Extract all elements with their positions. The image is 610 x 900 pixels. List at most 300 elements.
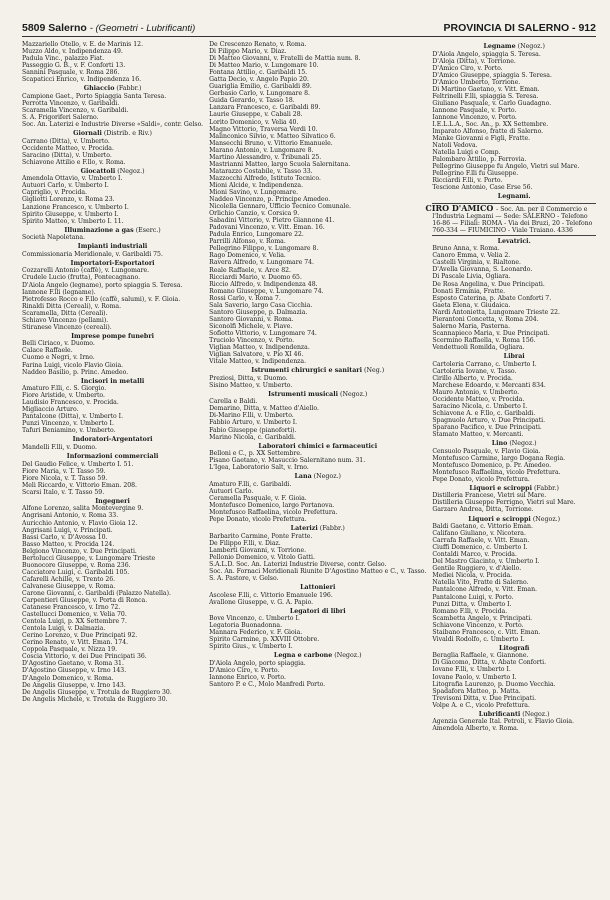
section-heading <box>22 333 203 340</box>
directory-entry: Vitale Matteo, v. Indipendenza. <box>209 358 307 366</box>
directory-entry: Belli Ciriaco, v. Duomo. <box>22 340 95 348</box>
section-heading <box>432 440 596 447</box>
directory-entry: Auricchio Antonio, v. Flavio Gioia 12. <box>22 519 138 527</box>
directory-entry: Contaldi Marco, v. Procida. <box>432 551 517 559</box>
directory-entry: Carella e Baldi. <box>209 398 258 406</box>
directory-entry: Pierantoni Concetta, v. Roma 204. <box>432 315 539 323</box>
section-title: Giornali <box>73 130 102 138</box>
page-header <box>22 22 596 37</box>
directory-entry: Ricciardi F.lli, v. Porto. <box>432 177 503 185</box>
directory-entry: Montefusco Domenico, p. Pr. Amedeo. <box>432 461 552 469</box>
section-qualifier: (Negoz.) <box>311 473 341 481</box>
directory-entry: Bertolucci Giuseppe, v. Lungomare Trieste <box>22 554 156 562</box>
section-heading <box>209 525 426 532</box>
section-heading <box>22 243 203 250</box>
directory-entry: Santoro Giuseppe, p. Dalmazia. <box>209 308 308 316</box>
directory-entry: Natella Vito, Fratte di Salerno. <box>432 579 529 587</box>
directory-entry: Agenzia Generale Ital. Petroli, v. Flavio Gioia. <box>432 718 574 726</box>
section-qualifier: (Fabbr.) <box>317 525 345 533</box>
directory-entry: Avallone Giuseppe, v. G. A. Papio. <box>209 598 314 606</box>
section-heading <box>209 367 426 374</box>
directory-entry: Fiore Maria, v. T. Tasso 59. <box>22 467 106 475</box>
directory-entry: Cerino Renato, v. Vitt. Eman. 174. <box>22 639 129 647</box>
section-heading <box>22 378 203 385</box>
directory-entry: D'Agostino Giuseppe, v. Irno 143. <box>22 667 127 675</box>
directory-entry: D'Amico Ciro, v. Porto. <box>432 64 503 72</box>
section-heading <box>209 584 426 591</box>
directory-entry: Scapaticci Enrico, v. Indipendenza 16. <box>22 76 142 84</box>
directory-entry: Rago Domenico, v. Velia. <box>209 252 286 260</box>
directory-entry: Autuori Carlo. <box>209 487 254 495</box>
directory-entry: Iannone Pasquale, v. Porto. <box>432 106 517 114</box>
directory-entry: Occidente Matteo, v. Procida. <box>22 144 114 152</box>
directory-entry: Scambetta Angelo, v. Principati. <box>432 614 533 622</box>
directory-entry: De Crescenzo Renato, v. Roma. <box>209 41 307 48</box>
directory-entry: Ricciardi Mario, v. Duomo 65. <box>209 273 302 281</box>
directory-entry: Cirillo Alberto, v. Procida. <box>432 374 513 382</box>
directory-entry: Tafuri Beniamino, v. Umberto. <box>22 427 116 435</box>
directory-entry: Donati Erminia, Fratte. <box>432 287 506 295</box>
directory-entry: Stiranese Vincenzo (cereali). <box>22 323 112 331</box>
directory-entry: D'Avella Giovanna, S. Leonardo. <box>432 266 533 274</box>
directory-entry: D'Angelo Domenico, v. Roma. <box>22 674 114 682</box>
directory-entry: Marino Nicola, c. Garibaldi. <box>209 433 296 441</box>
directory-entry: Fabbio Arturo, v. Umberto I. <box>209 419 298 427</box>
directory-entry: Matarazzo Costabile, v. Tasso 33. <box>209 167 313 175</box>
directory-entry: Iannone F.lli (legname). <box>22 288 96 296</box>
directory-entry: Punzi Vincenzo, v. Umberto I. <box>22 420 114 428</box>
directory-entry: Pellegrino F.lli fu Giuseppe. <box>432 170 519 178</box>
directory-entry: Mazzariello Otello, v. E. de Marinis 12. <box>22 41 144 48</box>
directory-entry: Bassi Carlo, v. D'Avossa 10. <box>22 533 108 541</box>
directory-entry: Natella Luigi e Comp. <box>432 149 501 157</box>
section-heading <box>22 436 203 443</box>
directory-entry: Guida Gerardo, v. Tasso 18. <box>209 97 295 105</box>
section-title: Ingegneri <box>95 497 130 505</box>
columns <box>22 41 596 893</box>
section-heading <box>432 645 596 652</box>
directory-entry: Ceramella Pasquale, v. F. Gioia. <box>209 494 307 502</box>
directory-entry: Distilleria Francese, Vietri sul Mare. <box>432 492 547 500</box>
directory-entry: Nicolella Gennaro, Ufficio Tecnico Comunale. <box>209 203 351 211</box>
directory-entry: Cuomo e Negri, v. Irno. <box>22 354 95 362</box>
directory-entry: Sisino Matteo, v. Umberto. <box>209 381 293 389</box>
section-heading <box>432 485 596 492</box>
directory-entry: Padovani Vincenzo, v. Vitt. Eman. 16. <box>209 224 325 232</box>
directory-entry: Santoro P. e C., Molo Manfredi Porto. <box>209 681 326 689</box>
directory-entry: Montefusco Raffaelina, vicolo Prefettura. <box>432 468 561 476</box>
directory-entry: Magno Vittorio, Traversa Verdi 10. <box>209 125 318 133</box>
directory-entry: Belloni e C., p. XX Settembre. <box>209 450 302 458</box>
directory-entry: Belgiono Vincenzo, v. Due Principati. <box>22 547 137 555</box>
directory-entry: Amendola Ottavio, v. Umberto I. <box>22 175 123 183</box>
directory-entry: Scannapieco Maria, v. Due Principati. <box>432 329 550 337</box>
directory-entry: Stamato Matteo, v. Mercanti. <box>432 430 524 438</box>
directory-entry: Demarino, Ditta, v. Matteo d'Aiello. <box>209 405 319 413</box>
directory-entry: Punzi Ditta, v. Umberto I. <box>432 600 512 608</box>
section-heading <box>22 85 203 92</box>
directory-entry: Gigliotti Lorenzo, v. Roma 23. <box>22 196 115 204</box>
directory-entry: Imparato Alfonso, fratte di Salerno. <box>432 128 544 136</box>
directory-entry: Gaeta Elena, v. Giudaica. <box>432 301 511 309</box>
directory-entry: De Angelis Giuseppe, v. Trotula de Ruggiero 30. <box>22 688 172 696</box>
directory-entry: Pantalcone (Ditta), v. Umberto I. <box>22 413 124 421</box>
directory-entry: Volpe A. e C., vicolo Prefettura. <box>432 701 530 709</box>
directory-entry: Lamberti Giovanni, v. Torrione. <box>209 546 307 554</box>
directory-entry: Fiore Nicola, v. T. Tasso 59. <box>22 474 108 482</box>
section-title: Litografi <box>499 644 530 652</box>
section-title: Legname <box>483 43 516 50</box>
section-heading <box>22 168 203 175</box>
directory-entry: Nardi Antonietta, Lungomare Trieste 22. <box>432 308 560 316</box>
section-heading <box>22 227 203 234</box>
directory-entry: Centola Luigi, v. Dalmazia. <box>22 625 106 633</box>
directory-entry: Riccio Alfredo, v. Indipendenza 48. <box>209 280 318 288</box>
column-2 <box>209 41 426 893</box>
section-heading <box>22 453 203 460</box>
directory-entry: Marano Antonio, v. Lungomare 8. <box>209 146 314 154</box>
directory-entry: Giuliano Pasquale, v. Carlo Guadagno. <box>432 99 552 107</box>
section-title: Librai <box>503 352 525 360</box>
section-qualifier: (Distrib. e Riv.) <box>101 130 152 138</box>
directory-entry: Vivaldi Rodolfo, c. Umberto I. <box>432 635 525 643</box>
directory-entry: Angrisani Luigi, v. Principati. <box>22 526 113 534</box>
directory-entry: Di Matteo Mario, v. Lungomare 10. <box>209 62 319 70</box>
section-title: Impianti industriali <box>77 243 148 251</box>
directory-entry: Coppola Pasquale, v. Nizza 19. <box>22 646 118 654</box>
directory-entry: Mazzocchi Alfredo, Istituto Tecnico. <box>209 174 321 182</box>
directory-entry: Pellonio Domenico, v. Vitolo Gatti. <box>209 553 315 561</box>
section-title: Lino <box>491 440 508 448</box>
directory-entry: Schiavone Attilio e F.llo, v. Roma. <box>22 158 126 166</box>
directory-entry: Pisano Gaetano, v. Masuccio Salernitano num. 31. <box>209 457 366 465</box>
directory-entry: Muzzo Aldo, v. Indipendenza 49. <box>22 48 123 56</box>
section-heading <box>432 238 596 245</box>
directory-entry: Carpentieri Giuseppe, v. Porta di Ronca. <box>22 597 148 605</box>
directory-entry: Romano F.lli, v. Procida. <box>432 607 508 615</box>
directory-entry: Pantalcone Luigi, v. Porto. <box>432 593 514 601</box>
directory-entry: Lanzione Francesco, v. Umberto I. <box>22 203 129 211</box>
directory-entry: Pietrofesso Rocco e F.llo (caffè, salumi), v. F. Gioia. <box>22 295 181 303</box>
directory-entry: D'Aiola Angelo, spiaggia S. Teresa. <box>432 50 541 58</box>
section-heading <box>209 652 426 659</box>
directory-entry: Del Gaudio Felice, v. Umberto I. 51. <box>22 460 134 468</box>
directory-entry: Canoro Emma, v. Velia 2. <box>432 252 511 260</box>
directory-entry: Mauro Antonio, v. Umberto. <box>432 388 520 396</box>
directory-entry: Mioni Savino, v. Lungomare. <box>209 188 299 196</box>
directory-entry: Schiavo Vincenzo (pellami). <box>22 316 109 324</box>
directory-entry: Schiavone Vincenzo, v. Porto. <box>432 621 524 629</box>
directory-entry: Viglian Matteo, v. Indipendenza. <box>209 344 310 352</box>
section-title: Lattonieri <box>300 584 336 592</box>
directory-entry: Distilleria Giuseppe Ferrigno, Vietri sul Mare. <box>432 499 576 507</box>
directory-entry: Catanese Francesco, v. Irno 72. <box>22 604 121 612</box>
directory-entry: Spagnuolo Arturo, v. Due Principati. <box>432 416 546 424</box>
directory-entry: Spirito Gius., v. Umberto I. <box>209 643 293 651</box>
section-title: Laterizi <box>290 525 318 533</box>
directory-entry: Orlichio Canzio, v. Corsica 9. <box>209 210 300 218</box>
section-qualifier: (Negoz.) <box>338 390 368 398</box>
directory-entry: Mediei Nicola, v. Procida. <box>432 572 513 580</box>
section-title: Imprese pompe funebri <box>71 332 155 340</box>
section-qualifier: (Negoz.) <box>507 440 537 448</box>
section-title: Indoratori-Argentatori <box>72 436 153 444</box>
directory-entry: Carone Giovanni, c. Garibaldi (Palazzo Natella). <box>22 589 171 597</box>
section-title: Illuminazione a gas <box>64 226 134 234</box>
section-qualifier: (Eserc.) <box>133 226 161 234</box>
directory-entry: Pantalcone Alfredo, v. Vitt. Eman. <box>432 586 538 594</box>
section-heading <box>432 43 596 50</box>
header-left <box>22 22 195 34</box>
directory-entry: Montefusco Domenico, largo Portanova. <box>209 502 335 509</box>
directory-entry: Mioni Alcide, v. Indipendenza. <box>209 181 304 189</box>
directory-entry: Di Martino Gaetano, v. Vitt. Eman. <box>432 85 540 93</box>
section-title: Legnami. <box>497 193 531 201</box>
directory-entry: Di Filippo Mario, v. Diaz. <box>209 48 287 56</box>
section-heading <box>209 608 426 615</box>
directory-entry: D'Aloja (Ditta), v. Torrione. <box>432 57 516 65</box>
directory-entry: Barbarito Carmine, Ponte Fratte. <box>209 532 313 540</box>
section-title: Istrumenti chirurgici e sanitari <box>251 367 363 375</box>
directory-entry: Ascolese F.lli, c. Vittorio Emanuele 196. <box>209 591 333 599</box>
directory-entry: Sofiotto Vittorio, v. Lungomare 74. <box>209 329 317 337</box>
directory-entry: Castelli Virginia, v. Rialtone. <box>432 259 521 267</box>
directory-entry: Di Pascale Livia, Ogliara. <box>432 273 511 281</box>
directory-entry: Amaturo F.lli, c. S. Giorgio. <box>22 385 107 393</box>
directory-entry: Iannone Vincenzo, v. Porto. <box>432 113 517 121</box>
directory-entry: Tescione Antonio, Case Erse 56. <box>432 184 533 192</box>
directory-entry: De Angelis Michele, v. Trotula de Ruggiero 30. <box>22 695 168 703</box>
directory-entry: Malinconico Silvio, v. Matteo Silvatico 6. <box>209 132 336 140</box>
directory-entry: Buonocore Giuseppe, v. Roma 236. <box>22 561 131 569</box>
directory-entry: Manke Giovanni e Figli, Fratte. <box>432 135 531 143</box>
advertisement-text: - Soc. An. per il Commercio e l'Industria Legnami — Sede: SALERNO - Telefono 16-86 — Filiali: ROMA - Via dei Bruzi, 20 - Telefono 760-334 — FIUMICINO - Viale Traiano. 4336 <box>432 205 593 234</box>
directory-entry: Meli Riccardo, v. Vittorio Eman. 208. <box>22 481 138 489</box>
advertiser-name: CIRO D'AMICO <box>425 202 497 213</box>
directory-entry: S. A. Frigoriferi Salerno. <box>22 113 99 121</box>
directory-entry: Alfone Lorenzo, salita Montevergine 9. <box>22 505 144 513</box>
section-heading <box>22 130 203 137</box>
directory-entry: Salerno Maria, Pasterna. <box>432 322 511 330</box>
directory-entry: Palombaro Attilio, p. Ferrovia. <box>432 156 527 164</box>
section-title: Importatori-Esportatori <box>70 259 155 267</box>
column-3 <box>425 41 596 893</box>
directory-entry: Fabio Giuseppe (pianoforti). <box>209 426 297 434</box>
section-title: Legatori di libri <box>289 607 346 615</box>
directory-entry: Ciuffi Domenico, c. Umberto I. <box>432 544 528 552</box>
directory-entry: Amaturo F.lli, c. Garibaldi. <box>209 480 292 488</box>
directory-entry: Califano Giuliano, v. Nicotera. <box>432 530 526 538</box>
directory-entry: Cerino Lorenzo, v. Due Principati 92. <box>22 632 138 640</box>
directory-entry: Preziosi, Ditta, v. Duomo. <box>209 374 288 382</box>
section-heading <box>209 443 426 450</box>
directory-entry: Padula Vinc., palazzo Fiat. <box>22 55 105 63</box>
directory-entry: Spadafora Matteo, p. Matta. <box>432 687 521 695</box>
directory-entry: Cacciatore Luigi, c. Garibaldi 105. <box>22 568 130 576</box>
section-qualifier: (Neg.) <box>362 367 385 375</box>
directory-entry: Passeggio G. B., v. F. Conforti 13. <box>22 62 126 70</box>
directory-entry: Romano Giuseppe, v. Lungomare 74. <box>209 287 324 295</box>
directory-entry: Cozzarelli Antonio (caffè), v. Lungomare. <box>22 267 150 275</box>
directory-entry: Legatoria Buonadonna. <box>209 622 283 630</box>
directory-entry: Amendola Alberto, v. Roma. <box>432 725 519 733</box>
directory-entry: Di Giacomo, Ditta, v. Abate Conforti. <box>432 659 547 667</box>
directory-entry: Esposto Caterina, p. Abate Conforti 7. <box>432 294 552 302</box>
directory-entry: L'Igea, Laboratorio Salt, v. Irno. <box>209 464 309 472</box>
directory-entry: Iovane F.lli, v. Umberto I. <box>432 666 511 674</box>
directory-entry: Sala Saverio, largo Casa Cicchia. <box>209 301 313 309</box>
directory-entry: Centola Luigi, p. XX Settembre 7. <box>22 618 127 626</box>
page-number-left: 5809 <box>22 22 46 34</box>
section-title: Legna e carbone <box>273 652 333 660</box>
directory-entry: D'Amico Umberto, Torrione. <box>432 78 521 86</box>
directory-entry: Autuori Carlo, v. Umberto I. <box>22 182 109 190</box>
section-qualifier: (Fabbr.) <box>114 85 142 93</box>
directory-entry: Occidente Matteo, v. Procida. <box>432 395 525 403</box>
directory-entry: Guariglia Emilio, c. Garibaldi 89. <box>209 83 312 91</box>
directory-entry: Lanzara Francesco, c. Garibaldi 89. <box>209 104 321 112</box>
directory-entry: Mastrianni Matteo, largo Scuola Salernitana. <box>209 160 351 168</box>
section-qualifier: (Negoz.) <box>515 43 545 50</box>
directory-entry: Commissionaria Meridionale, v. Garibaldi 75. <box>22 250 163 258</box>
directory-entry: Società Napoletana. <box>22 234 85 242</box>
directory-entry: Coscia Vittorio, v. dei Due Principati 36. <box>22 653 147 661</box>
directory-entry: Laudisio Francesco, v. Procida. <box>22 399 119 407</box>
directory-entry: Cafarelli Achille, v. Trento 26. <box>22 575 116 583</box>
directory-entry: Campione Gaet., Porto Spiaggia Santa Teresa. <box>22 92 167 100</box>
directory-entry: Reale Raffaele, v. Arce 82. <box>209 266 291 274</box>
directory-entry: Perrotta Vincenzo, v. Garibaldi. <box>22 99 120 107</box>
section-title: Liquori e sciroppi <box>468 515 531 523</box>
directory-entry: Sannini Pasquale, v. Roma 286. <box>22 69 120 77</box>
section-title: Lana <box>294 473 312 481</box>
directory-entry: Laurie Giuseppe, v. Cabali 28. <box>209 111 303 119</box>
directory-entry: De Angelis Giuseppe, v. Irno 143. <box>22 681 126 689</box>
section-title: Istrumenti musicali <box>268 390 339 398</box>
directory-entry: D'Amico Ciro, v. Porto. <box>209 667 280 675</box>
directory-entry: Carrano (Ditta), v. Umberto. <box>22 137 110 145</box>
section-title: Levatrici. <box>497 237 531 245</box>
section-heading <box>432 353 596 360</box>
section-qualifier: (Negoz.) <box>520 710 550 718</box>
directory-entry: Rinaldi Ditta (Cereali), v. Roma. <box>22 302 122 310</box>
directory-entry: Calvanese Giuseppe, v. Roma. <box>22 582 116 590</box>
directory-entry: Gerbasio Carlo, v. Lungomare 8. <box>209 90 310 98</box>
directory-entry: Montefusco Carmine, largo Dogana Regia. <box>432 454 566 462</box>
directory-entry: Viglian Salvatore, v. Pio XI 46. <box>209 351 304 359</box>
section-heading <box>22 498 203 505</box>
directory-entry: Scaramella, Ditta (Cereali). <box>22 309 108 317</box>
section-heading <box>432 711 596 718</box>
directory-entry: Marchese Edoardo, v. Mercanti 834. <box>432 381 546 389</box>
section-heading <box>209 473 426 480</box>
directory-entry: Pellegrino Giuseppe fu Angelo, Vietri sul Mare. <box>432 163 580 171</box>
header-right: PROVINCIA DI SALERNO - 912 <box>443 22 596 34</box>
directory-entry: I.E.L.L.A., Soc. An., p. XX Settembre. <box>432 121 549 129</box>
directory-entry: Iovane Paolo, v. Umberto I. <box>432 673 517 681</box>
directory-entry: Fontana Attilio, c. Garibaldi 15. <box>209 69 308 77</box>
section-qualifier: (Negoz.) <box>332 652 362 660</box>
directory-entry: S. A. Pastore, v. Gelso. <box>209 574 279 582</box>
directory-entry: Garzaro Andrea, Ditta, Torrione. <box>432 506 534 514</box>
directory-entry: Di Matteo Giovanni, v. Fratelli de Mattia num. 8. <box>209 55 361 63</box>
directory-entry: Spirito Carmine, p. XXVIII Ottobre. <box>209 636 320 644</box>
section-title: Giocattoli <box>80 167 116 175</box>
directory-entry: Parrilli Alfonso, v. Roma. <box>209 238 286 246</box>
province-title: PROVINCIA DI SALERNO <box>443 22 570 34</box>
directory-entry: Soc. An. Fornaci Meridionali Riunite D'Agostino Matteo e C., v. Tasso. <box>209 567 427 575</box>
directory-entry: Mansecchi Bruno, v. Vittorio Emanuele. <box>209 139 333 147</box>
directory-entry: D'Agostino Gaetano, v. Roma 31. <box>22 660 124 668</box>
directory-entry: Mannara Federico, v. F. Gioia. <box>209 629 303 637</box>
directory-entry: Crudele Lucio (frutta), Pontecagnano. <box>22 274 141 282</box>
directory-entry: Sabadini Vittorio, v. Pietro Giannone 41. <box>209 217 335 225</box>
directory-entry: Staibano Francesco, c. Vitt. Eman. <box>432 628 541 636</box>
directory-entry: De Rosa Angelina, v. Due Principati. <box>432 280 545 288</box>
directory-entry: Litografia Laurenzo, p. Duomo Vecchia. <box>432 680 556 688</box>
section-heading <box>432 516 596 523</box>
directory-entry: Saracino Nicola, c. Umberto I. <box>432 402 528 410</box>
directory-entry: Migliaccio Arturo. <box>22 406 79 414</box>
directory-entry: Schiavone A. e F.llo, c. Garibaldi. <box>432 409 536 417</box>
directory-entry: Naddeo Vincenzo, p. Principe Amedeo. <box>209 196 331 204</box>
directory-entry: Truciolo Vincenzo, v. Porto. <box>209 336 295 344</box>
directory-entry: Castellucci Domenico, v. Velia 70. <box>22 611 127 619</box>
topic-range: - (Geometri - Lubrificanti) <box>89 23 196 34</box>
directory-entry: Naddeo Basilio, p. Princ. Amedeo. <box>22 368 129 376</box>
directory-entry: Scermino Raffaella, v. Roma 156. <box>432 336 536 344</box>
directory-entry: Feltrinelli F.lli, spiaggia S. Teresa. <box>432 92 539 100</box>
directory-entry: Mandelli F.lli, v. Duomo. <box>22 444 97 452</box>
directory-entry: Spirito Giuseppe, v. Umberto I. <box>22 210 119 218</box>
directory-entry: De Filippo F.lli, v. Diaz. <box>209 539 281 547</box>
directory-entry: Cartoleria Iovane, v. Tasso. <box>432 367 517 375</box>
city-name: Salerno <box>48 22 87 34</box>
directory-entry: Cartoleria Carrano, c. Umberto I. <box>432 360 537 368</box>
directory-entry: Pepe Donato, vicolo Prefettura. <box>432 475 530 483</box>
directory-entry: Rossi Carlo, v. Roma 7. <box>209 294 281 302</box>
directory-entry: D'Amico Giuseppe, spiaggia S. Teresa. <box>432 71 552 79</box>
directory-entry: D'Aiola Angelo, porto spiaggia. <box>209 659 306 667</box>
directory-entry: Carrafa Raffaele, v. Vitt. Eman. <box>432 537 530 545</box>
section-qualifier: (Fabbr.) <box>531 484 559 492</box>
directory-entry: Spirito Matteo, v. Umberto I. 11. <box>22 217 124 225</box>
directory-entry: Bove Vincenzo, c. Umberto I. <box>209 615 300 623</box>
directory-entry: Bruno Anna, v. Roma. <box>432 245 500 253</box>
directory-entry: Gentile Ruggiero, v. d'Aiello. <box>432 565 522 573</box>
section-title: Ghiaccio <box>83 85 115 93</box>
section-title: Lubrificanti <box>478 710 521 718</box>
directory-entry: Pepe Donato, vicolo Prefettura. <box>209 516 307 524</box>
directory-entry: Ravera Alfredo, v. Lungomare 74. <box>209 259 315 267</box>
directory-entry: Lorito Domenico, v. Velia 40. <box>209 118 299 126</box>
directory-entry: Pellegrino Filippo, v. Lungomare 8. <box>209 245 319 253</box>
page-number-right: 912 <box>578 22 596 34</box>
directory-entry: Censuolo Pasquale, v. Flavio Gioia. <box>432 447 541 455</box>
directory-entry: Martino Alessandro, v. Tribunali 25. <box>209 153 322 161</box>
directory-entry: Natoli Vedova. <box>432 142 478 150</box>
directory-entry: Santoro Giovanni, v. Roma. <box>209 315 294 323</box>
directory-entry: Soc. An. Laterizi e Industrie Diverse «Saldi», contr. Gelso. <box>22 121 204 129</box>
advertisement-block <box>425 202 596 236</box>
directory-entry: D'Aiola Angelo (legname), porto spiaggia S. Teresa. <box>22 281 183 289</box>
directory-entry: Sparano Pacifico, v. Due Principati. <box>432 423 542 431</box>
directory-entry: Capriglio, v. Procida. <box>22 189 88 197</box>
directory-entry: Di-Marino F.lli, v. Umberto. <box>209 412 294 420</box>
column-1 <box>22 41 203 893</box>
section-heading <box>432 193 596 200</box>
directory-entry: Del Mastro Giacinto, v. Umberto I. <box>432 558 540 566</box>
